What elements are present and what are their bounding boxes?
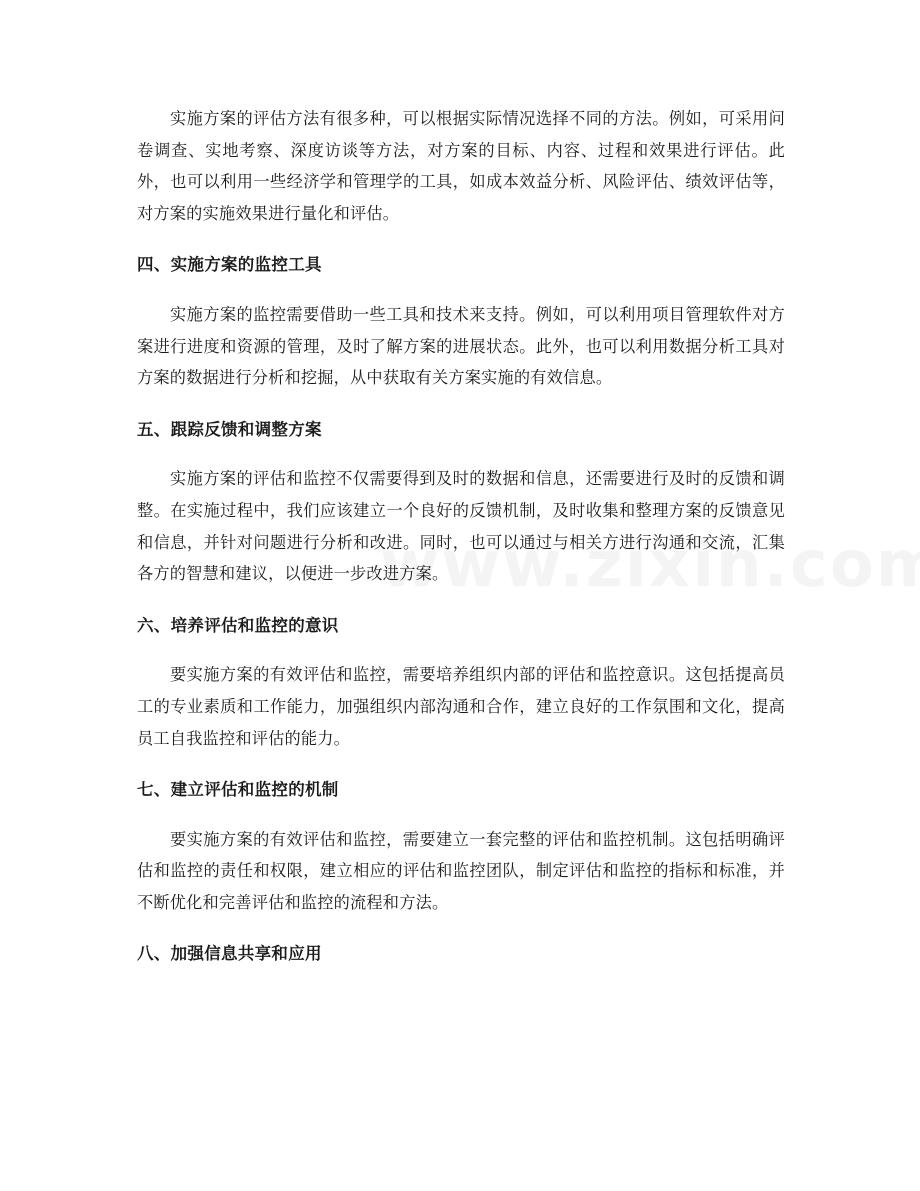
document-body [137, 103, 785, 970]
paragraph-feedback-adjust: 实施方案的评估和监控不仅需要得到及时的数据和信息，还需要进行及时的反馈和调整。在实施过程中，我们应该建立一个良好的反馈机制，及时收集和整理方案的反馈意见和信息，并针对问题进行分析和改进。同时，也可以通过与相关方进行沟通和交流，汇集各方的智慧和建议，以便进一步改进方案。 [137, 469, 785, 584]
heading-mechanism: 七、建立评估和监控的机制 [137, 780, 339, 800]
paragraph-evaluation-methods: 实施方案的评估方法有很多种，可以根据实际情况选择不同的方法。例如，可采用问卷调查、实地考察、深度访谈等方法，对方案的目标、内容、过程和效果进行评估。此外，也可以利用一些经济学和管理学的工具，如成本效益分析、风险评估、绩效评估等，对方案的实施效果进行量化和评估。 [137, 109, 785, 223]
heading-feedback-adjust: 五、跟踪反馈和调整方案 [137, 419, 322, 439]
heading-information-sharing: 八、加强信息共享和应用 [137, 944, 322, 964]
paragraph-awareness: 要实施方案的有效评估和监控，需要培养组织内部的评估和监控意识。这包括提高员工的专业素质和工作能力，加强组织内部沟通和合作，建立良好的工作氛围和文化，提高员工自我监控和评估的能力。 [137, 665, 785, 748]
heading-monitoring-tools: 四、实施方案的监控工具 [137, 255, 322, 275]
paragraph-mechanism: 要实施方案的有效评估和监控，需要建立一套完整的评估和监控机制。这包括明确评估和监控的责任和权限，建立相应的评估和监控团队，制定评估和监控的指标和标准，并不断优化和完善评估和监控的流程和方法。 [137, 829, 785, 912]
paragraph-monitoring-tools: 实施方案的监控需要借助一些工具和技术来支持。例如，可以利用项目管理软件对方案进行进度和资源的管理，及时了解方案的进展状态。此外，也可以利用数据分析工具对方案的数据进行分析和挖掘，从中获取有关方案实施的有效信息。 [137, 304, 785, 388]
heading-awareness: 六、培养评估和监控的意识 [137, 615, 339, 635]
